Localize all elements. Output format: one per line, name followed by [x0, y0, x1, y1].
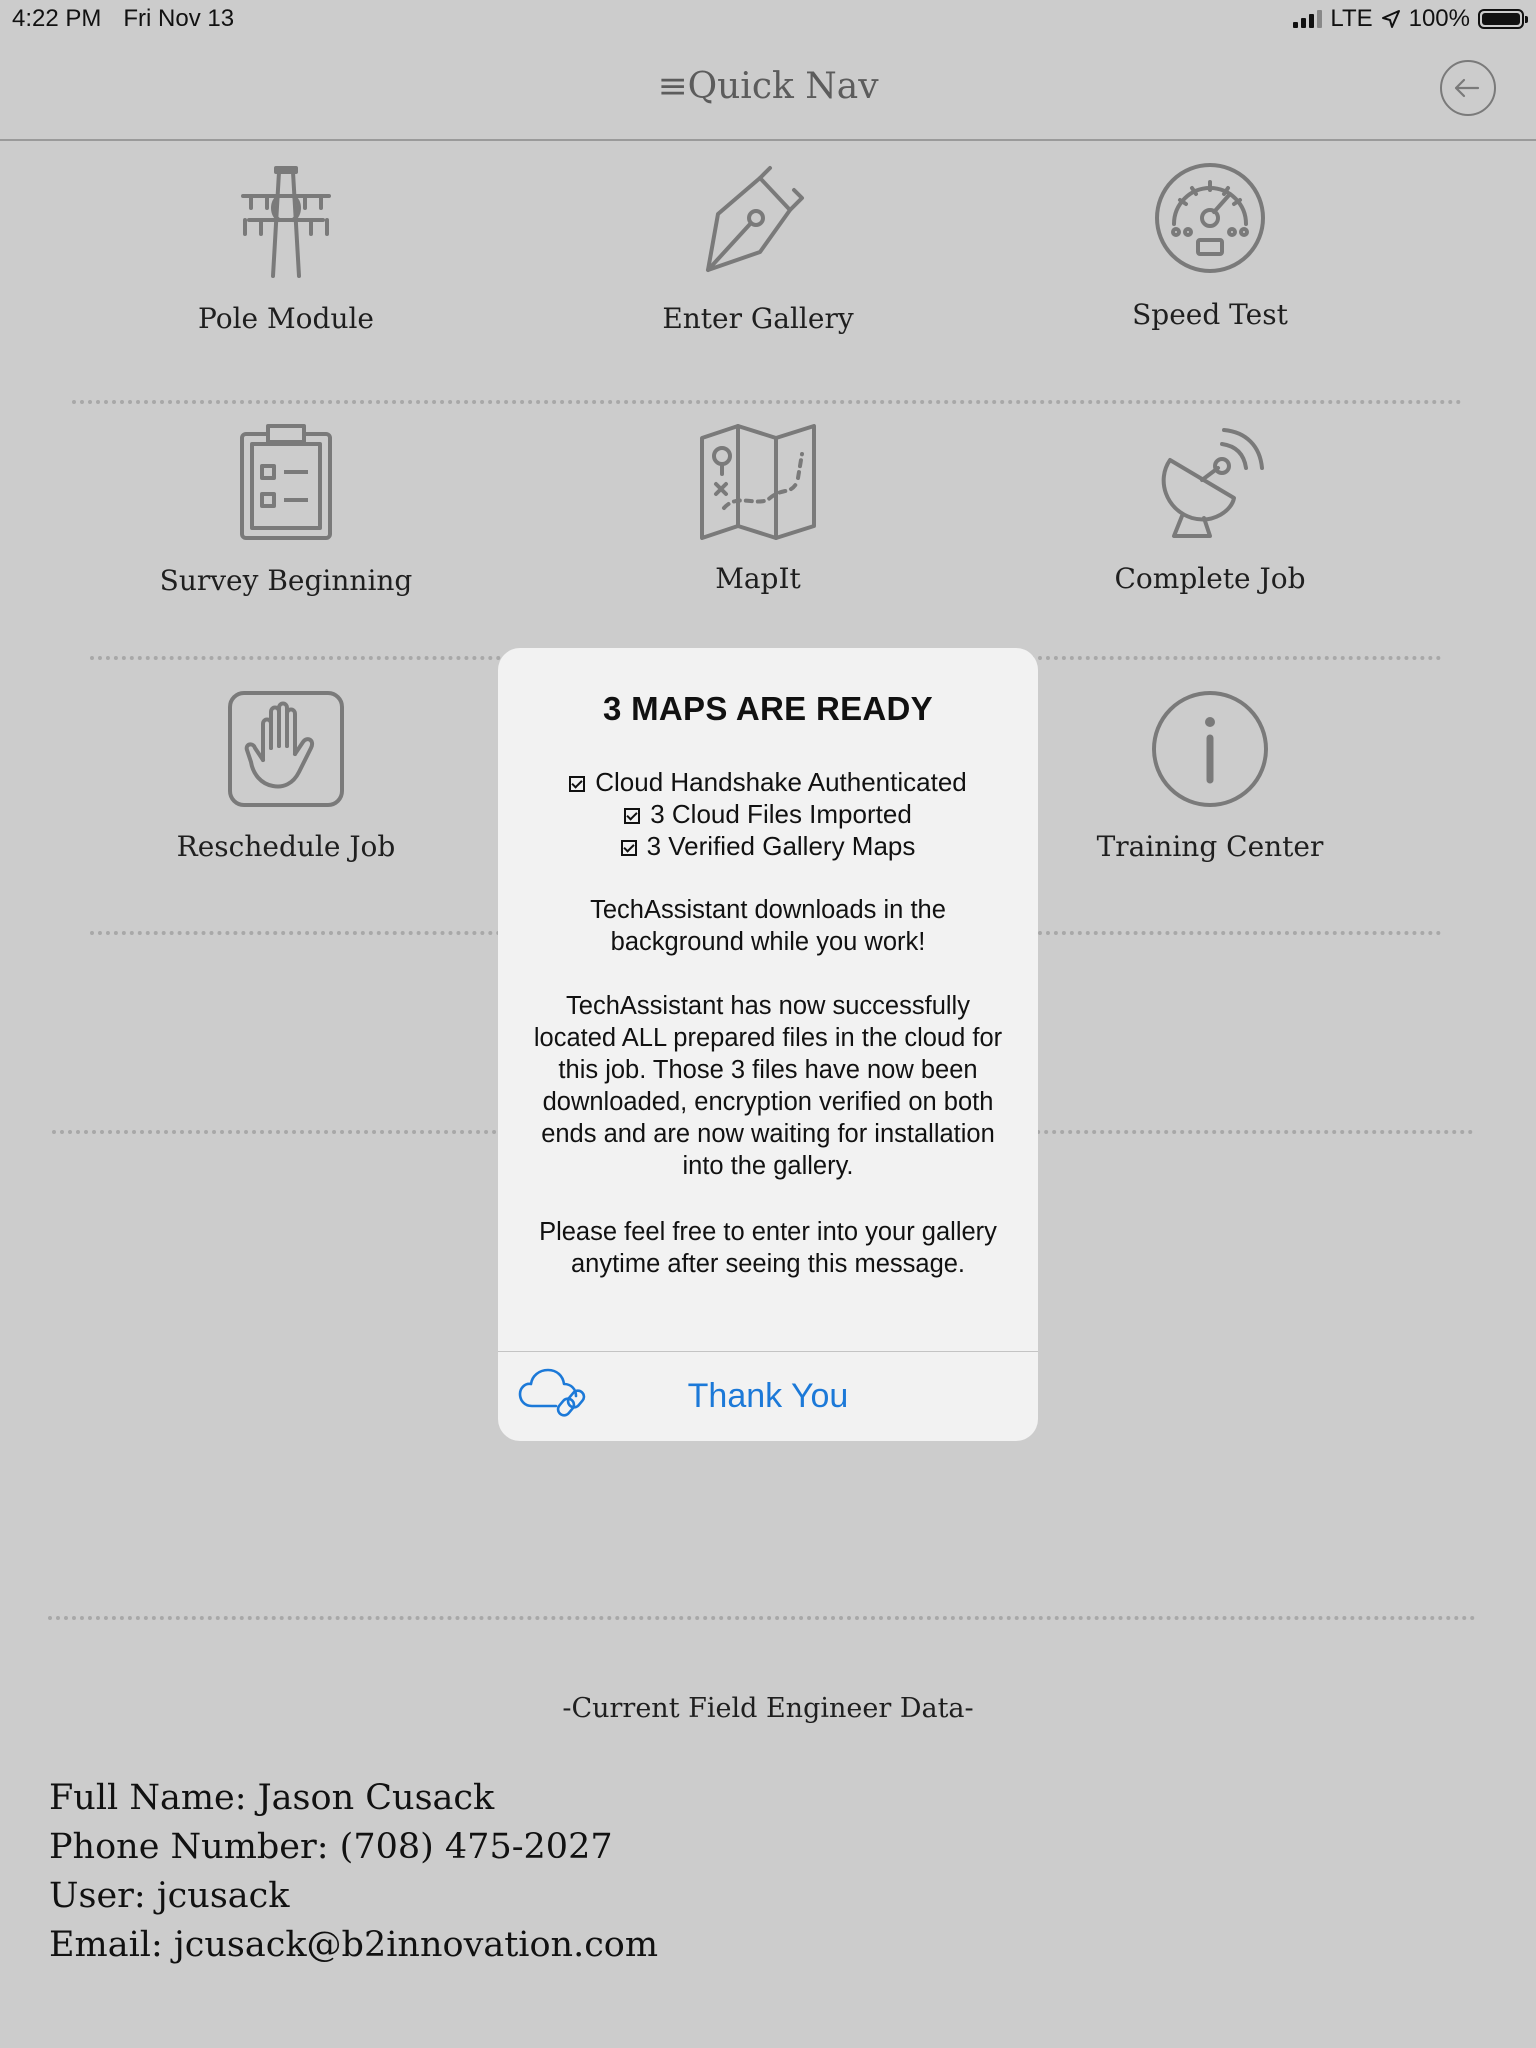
info-icon: [1151, 690, 1269, 808]
status-left: [12, 5, 234, 33]
status-date: Fri Nov 13: [123, 5, 235, 32]
grid-label: Training Center: [1096, 830, 1324, 863]
back-button[interactable]: [1440, 60, 1496, 116]
pen-nib-icon: [698, 160, 818, 280]
battery-percent: 100%: [1408, 5, 1470, 32]
email: Email: jcusack@b2innovation.com: [49, 1925, 659, 1965]
grid-label: Reschedule Job: [176, 830, 396, 863]
checkbox-checked-icon: [569, 776, 585, 792]
alert-paragraph-background: TechAssistant downloads in the background while you work!: [590, 896, 946, 956]
status-right: [1293, 5, 1524, 33]
user-id: User: jcusack: [49, 1876, 290, 1916]
grid-label: Speed Test: [1132, 298, 1288, 331]
check-item: Cloud Handshake Authenticated: [498, 766, 1038, 798]
phone-number: Phone Number: (708) 475-2027: [49, 1827, 613, 1867]
complete-job-button[interactable]: [1010, 424, 1410, 595]
pole-module-button[interactable]: [86, 160, 486, 335]
alert-checklist: [498, 766, 1038, 862]
speedometer-icon: [1152, 160, 1268, 276]
full-name: Full Name: Jason Cusack: [49, 1778, 495, 1818]
clipboard-checklist-icon: [236, 424, 336, 542]
location-arrow-icon: [1381, 9, 1401, 29]
battery-icon: [1478, 9, 1524, 29]
nav-title[interactable]: ≡Quick Nav: [657, 66, 879, 107]
checkbox-checked-icon: [624, 808, 640, 824]
speed-test-button[interactable]: [1010, 160, 1410, 331]
row-divider: [72, 400, 1462, 404]
thank-you-button[interactable]: Thank You: [687, 1377, 849, 1415]
alert-paragraph-status: TechAssistant has now successfully located ALL prepared files in the cloud for this job. Those 3 files have now been downloaded, encryption verified on both ends and are now waiting for installation into the gallery.: [533, 992, 1003, 1180]
reschedule-job-button[interactable]: [86, 690, 486, 863]
engineer-info: [49, 1774, 658, 1970]
mapit-button[interactable]: [558, 424, 958, 595]
network-type: LTE: [1330, 5, 1373, 32]
alert-title: 3 MAPS ARE READY: [603, 690, 933, 727]
grid-label: Pole Module: [198, 302, 374, 335]
checkbox-checked-icon: [621, 840, 637, 856]
row-divider: [48, 1616, 1476, 1620]
stop-hand-icon: [227, 690, 345, 808]
grid-label: Enter Gallery: [662, 302, 854, 335]
utility-pole-icon: [231, 160, 341, 280]
enter-gallery-button[interactable]: [558, 160, 958, 335]
grid-label: MapIt: [715, 562, 801, 595]
back-arrow-icon: [1442, 62, 1494, 114]
survey-beginning-button[interactable]: [86, 424, 486, 597]
nav-bar: [0, 40, 1536, 141]
folded-map-icon: [698, 424, 818, 540]
training-center-button[interactable]: [1010, 690, 1410, 863]
status-time: 4:22 PM: [12, 5, 102, 32]
check-item: 3 Verified Gallery Maps: [498, 830, 1038, 862]
status-bar: [0, 0, 1536, 40]
grid-label: Complete Job: [1114, 562, 1306, 595]
signal-icon: [1293, 10, 1322, 28]
check-item: 3 Cloud Files Imported: [498, 798, 1038, 830]
engineer-data-heading: -Current Field Engineer Data-: [562, 1693, 974, 1724]
maps-ready-alert: [498, 648, 1038, 1441]
grid-label: Survey Beginning: [159, 564, 413, 597]
alert-paragraph-invite: Please feel free to enter into your gallery anytime after seeing this message.: [539, 1218, 997, 1278]
satellite-dish-icon: [1152, 424, 1268, 540]
